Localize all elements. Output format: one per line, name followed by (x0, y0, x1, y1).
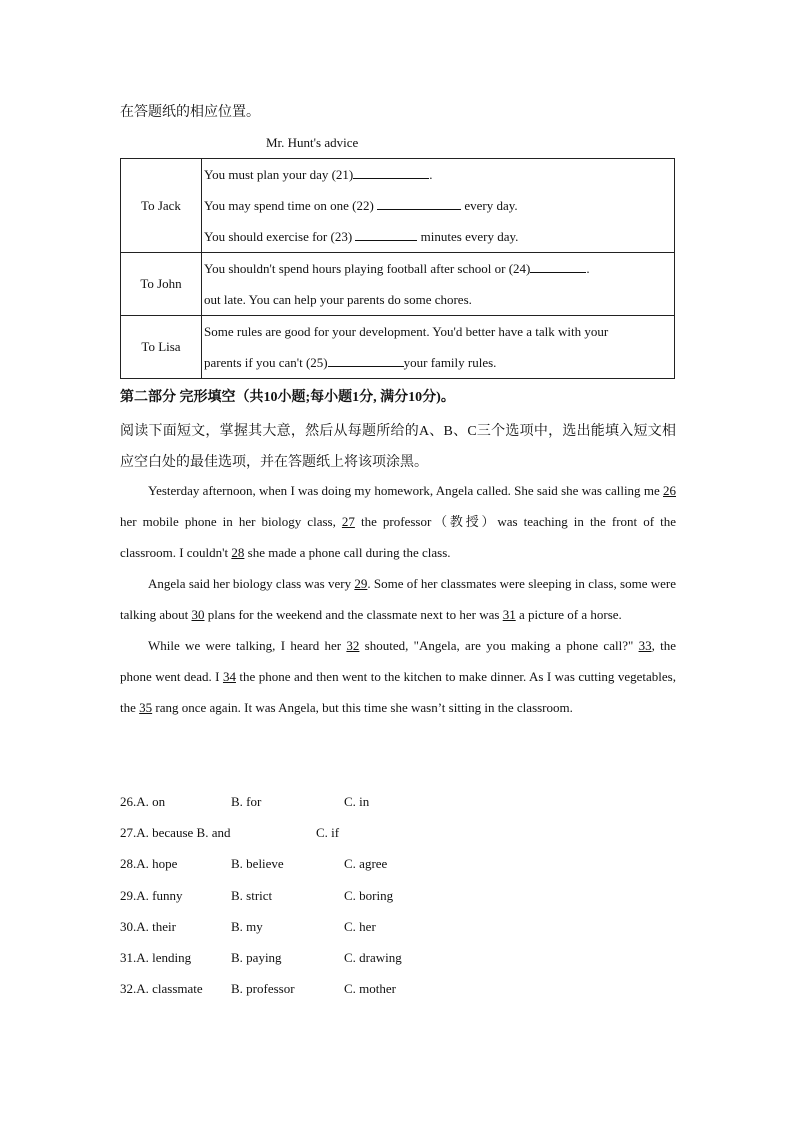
answer-blank-21[interactable] (353, 163, 429, 179)
advice-line: You may spend time on one (22) every day. (204, 190, 674, 221)
option-a[interactable]: 28.A. hope (120, 856, 178, 872)
option-row-31 (120, 942, 520, 973)
option-c[interactable]: C. her (344, 918, 376, 934)
option-c[interactable]: C. mother (344, 981, 396, 997)
option-row-32 (120, 973, 520, 1004)
blank-number-32: 32 (346, 638, 360, 653)
blank-number-28: 28 (231, 545, 245, 560)
option-row-27 (120, 817, 520, 848)
option-a[interactable]: 29.A. funny (120, 887, 183, 903)
advice-line: parents if you can't (25) your family rules. (204, 347, 674, 378)
advice-cell-john (202, 253, 675, 316)
advice-cell-lisa (202, 316, 675, 379)
option-row-30 (120, 911, 520, 942)
option-b[interactable]: B. strict (231, 887, 273, 903)
option-row-26 (120, 786, 520, 817)
instruction-text: 阅读下面短文，掌握其大意，然后从每题所给的A、B、C三个选项中，选出能填入短文相应空白处的最佳选项，并在答题纸上将该项涂黑。 (120, 424, 676, 470)
table-row (121, 253, 675, 316)
option-c[interactable]: C. if (316, 825, 340, 841)
table-row (121, 316, 675, 379)
advice-line: You should exercise for (23) minutes every day. (204, 221, 674, 252)
blank-number-26: 26 (663, 483, 676, 498)
answer-blank-22[interactable] (377, 194, 461, 210)
section-heading: 第二部分 完形填空（共10小题;每小题1分, 满分10分)。 (120, 390, 455, 405)
advice-cell-jack (202, 159, 675, 253)
advice-line: Some rules are good for your development. You'd better have a talk with your (204, 324, 609, 339)
option-a[interactable]: 30.A. their (120, 918, 176, 934)
option-c[interactable]: C. boring (344, 887, 394, 903)
blank-number-31: 31 (502, 607, 516, 622)
intro-line: 在答题纸的相应位置。 (120, 105, 260, 120)
option-c[interactable]: C. agree (344, 856, 388, 872)
option-a[interactable]: 32.A. classmate (120, 981, 203, 997)
passage-paragraph-1: Yesterday afternoon, when I was doing my homework, Angela called. She said she was calling me 26 her mobile phone in her biology class, 27 the professor（教授）was teaching in the front of the classroom. I couldn't 28 she made a phone call during the class. (120, 483, 677, 560)
option-row-29 (120, 880, 520, 911)
option-a[interactable]: 31.A. lending (120, 949, 192, 965)
blank-number-33: 33 (638, 638, 652, 653)
option-b[interactable]: B. my (231, 918, 263, 934)
table-row (121, 159, 675, 253)
cloze-passage (120, 475, 676, 723)
advice-table (120, 158, 675, 379)
blank-number-29: 29 (354, 576, 368, 591)
row-label-lisa: To Lisa (121, 316, 202, 379)
row-label-jack: To Jack (121, 159, 202, 253)
answer-options (120, 786, 520, 1004)
blank-number-35: 35 (139, 700, 153, 715)
option-a-b[interactable]: 27.A. because B. and (120, 825, 231, 841)
passage-paragraph-3: While we were talking, I heard her 32 shouted, "Angela, are you making a phone call?" 33, the phone went dead. I 34 the phone and then went to the kitchen to make dinner. As I was cutting vegetables, the 35 rang once again. It was Angela, but this time she wasn’t sitting in the classroom. (120, 638, 676, 715)
option-c[interactable]: C. in (344, 794, 370, 809)
row-label-john: To John (121, 253, 202, 316)
answer-blank-24[interactable] (530, 257, 586, 273)
option-a[interactable]: 26.A. on (120, 794, 166, 809)
blank-number-30: 30 (191, 607, 205, 622)
advice-line: You shouldn't spend hours playing football after school or (24) . (204, 253, 674, 284)
advice-line: You must plan your day (21) . (204, 159, 674, 190)
option-b[interactable]: B. professor (231, 981, 295, 997)
advice-line: out late. You can help your parents do some chores. (204, 292, 472, 307)
table-title: Mr. Hunt's advice (266, 135, 359, 150)
option-b[interactable]: B. for (231, 794, 262, 809)
option-b[interactable]: B. believe (231, 856, 284, 872)
option-b[interactable]: B. paying (231, 949, 282, 965)
option-row-28 (120, 848, 520, 879)
option-c[interactable]: C. drawing (344, 949, 402, 965)
blank-number-34: 34 (222, 669, 236, 684)
blank-number-27: 27 (341, 514, 355, 529)
answer-blank-23[interactable] (355, 225, 417, 241)
answer-blank-25[interactable] (328, 351, 404, 367)
passage-paragraph-2: Angela said her biology class was very 29. Some of her classmates were sleeping in class, some were talking about 30 plans for the weekend and the classmate next to her was 31 a picture of a horse. (120, 576, 676, 622)
